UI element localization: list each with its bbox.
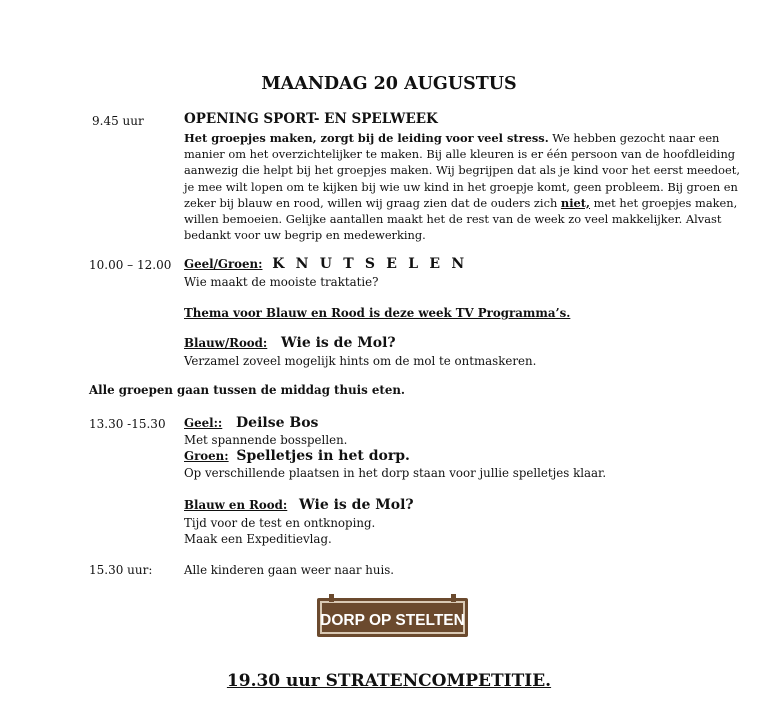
opening-text-1: We hebben gezocht naar een manier om het overzichtelijker te maken. Bij alle kleuren is er één persoon van de hoofdleiding aanwezig die helpt bij het groepjes maken. Wij begrijpen dat als je kind voor het eerst meedoet, je mee wilt lopen om te kijken bij wie uw kind in het groepje komt, geen probleem. Bij groen en zeker bij blauw en rood, willen wij graag zien dat de ouders zich: [184, 131, 740, 210]
time-1530: 15.30 uur:: [89, 563, 153, 577]
deilse-bos-activity: Deilse Bos: [236, 415, 319, 431]
knutselen-activity: K N U T S E L E N: [272, 256, 468, 272]
deilse-bos-desc: Met spannende bosspellen.: [184, 433, 348, 447]
groen-label: Groen:: [184, 449, 229, 463]
blauw-en-rood-row: [184, 497, 414, 513]
geel-row: [184, 415, 318, 431]
opening-text-2: met het groepjes maken, willen bemoeien. Gelijke aantallen maakt het de rest van de week zo veel makkelijker. Alvast bedankt voor uw begrip en medewerking.: [184, 195, 738, 243]
opening-emphasis: niet,: [560, 195, 591, 210]
spelletjes-activity: Spelletjes in het dorp.: [236, 448, 410, 464]
home-note: Alle kinderen gaan weer naar huis.: [184, 563, 395, 577]
opening-paragraph: [184, 130, 744, 243]
page-title: MAANDAG 20 AUGUSTUS: [261, 74, 517, 94]
mol-desc: Verzamel zoveel mogelijk hints om de mol te ontmaskeren.: [184, 354, 537, 368]
lunch-note: Alle groepen gaan tussen de middag thuis eten.: [89, 383, 406, 397]
time-1330: 13.30 -15.30: [89, 417, 166, 431]
logo-sign-graphic: [317, 594, 468, 637]
logo-text: DORP OP STELTEN: [320, 612, 465, 629]
time-945: 9.45 uur: [92, 114, 144, 128]
geel-groen-label: Geel/Groen:: [184, 257, 263, 271]
stratencompetitie-title: 19.30 uur STRATENCOMPETITIE.: [226, 671, 552, 691]
time-1000: 10.00 – 12.00: [89, 258, 172, 272]
blauw-rood-row: [184, 335, 396, 351]
theme-note: Thema voor Blauw en Rood is deze week TV Programma’s.: [184, 306, 571, 320]
blauw-en-rood-label: Blauw en Rood:: [184, 498, 288, 512]
geel-label: Geel::: [184, 416, 223, 430]
mol-test-desc-2: Maak een Expeditievlag.: [184, 532, 332, 546]
spelletjes-desc: Op verschillende plaatsen in het dorp staan voor jullie spelletjes klaar.: [184, 466, 607, 480]
opening-lead: Het groepjes maken, zorgt bij de leiding voor veel stress.: [184, 131, 549, 145]
blauw-rood-label: Blauw/Rood:: [184, 336, 268, 350]
geel-groen-row: [184, 256, 467, 272]
groen-row: [184, 448, 410, 464]
knutselen-desc: Wie maakt de mooiste traktatie?: [184, 275, 379, 289]
opening-heading: OPENING SPORT- EN SPELWEEK: [184, 111, 438, 127]
dorp-op-stelten-logo: [317, 594, 468, 637]
mol-test-activity: Wie is de Mol?: [299, 497, 414, 513]
mol-activity: Wie is de Mol?: [281, 335, 396, 351]
mol-test-desc-1: Tijd voor de test en ontknoping.: [184, 516, 376, 530]
